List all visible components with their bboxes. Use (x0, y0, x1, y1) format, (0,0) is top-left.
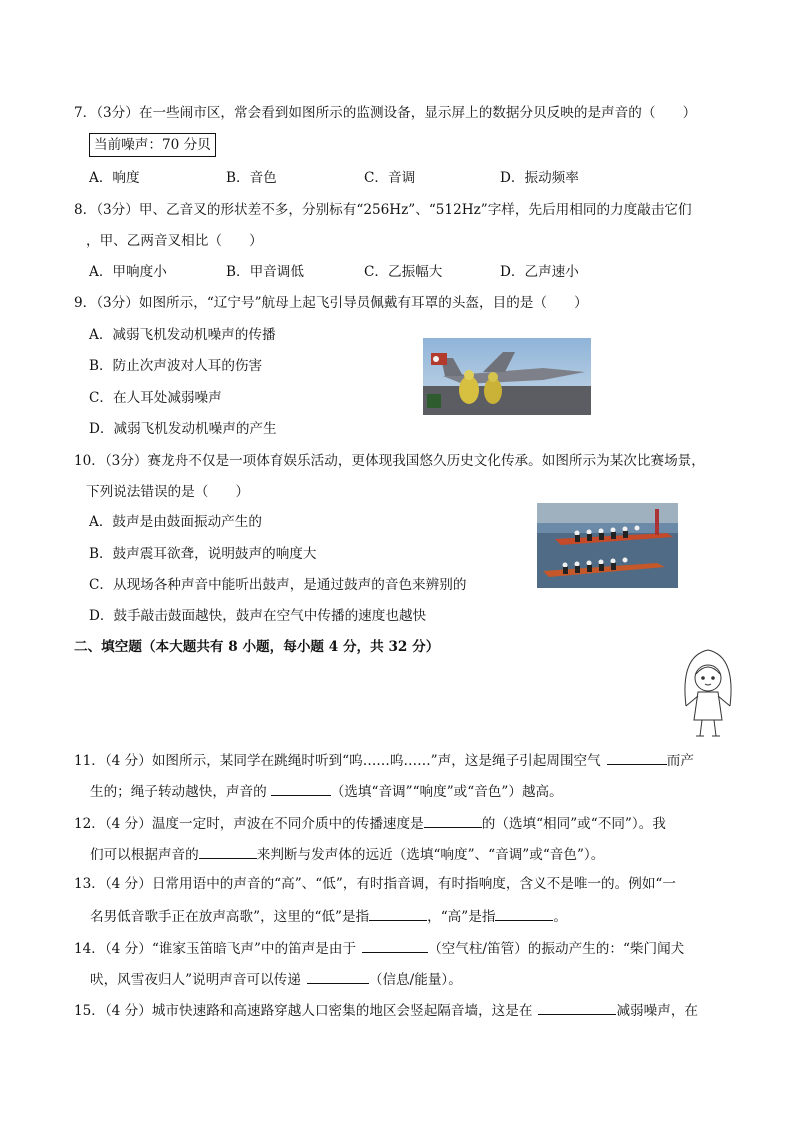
q12-text-1: 12．（4 分）温度一定时，声波在不同介质中的传播速度是 (74, 816, 424, 832)
q8-option-b: B．甲音调低 (226, 264, 304, 280)
section-2-header: 二、填空题（本大题共有 8 小题，每小题 4 分，共 32 分） (74, 639, 440, 655)
q11-blank-2[interactable] (271, 781, 331, 796)
q10-option-c: C．从现场各种声音中能听出鼓声，是通过鼓声的音色来辨别的 (89, 577, 467, 593)
q14-text-1: 14．（4 分）“谁家玉笛暗飞声”中的笛声是由于 (74, 941, 357, 957)
q14-line2 (90, 969, 462, 989)
q10-stem-line1: 10．（3分）赛龙舟不仅是一项体育娱乐活动，更体现我国悠久历史文化传承。如图所示为某次比赛场景， (74, 453, 705, 469)
carrier-jet-photo (423, 338, 591, 415)
q10-option-a: A．鼓声是由鼓面振动产生的 (89, 514, 262, 530)
q12-text-4: 来判断与发声体的远近（选填“响度”、“音调”或“音色”）。 (256, 847, 605, 863)
q13-text-2: 名男低音歌手正在放声高歌”，这里的“低”是指 (90, 909, 370, 925)
noise-display: 当前噪声：70 分贝 (89, 133, 216, 157)
q12-blank-2[interactable] (199, 844, 257, 859)
q11-text-2: 而产 (666, 753, 694, 769)
q8-stem-line1: 8．（3分）甲、乙音叉的形状差不多，分别标有“256Hz”、“512Hz”字样，先后用相同的力度敲击它们 (74, 202, 692, 218)
q12-text-3: 们可以根据声音的 (90, 847, 199, 863)
q13-text-4: 。 (553, 909, 568, 925)
q9-option-d: D．减弱飞机发动机噪声的产生 (89, 421, 277, 437)
q10-option-b: B．鼓声震耳欲聋，说明鼓声的响度大 (89, 546, 317, 562)
q7-option-c: C．音调 (364, 170, 416, 186)
q15-text-2: 减弱噪声，在 (616, 1003, 699, 1019)
q12-line1 (74, 813, 666, 833)
q9-stem: 9．（3分）如图所示，“辽宁号”航母上起飞引导员佩戴有耳罩的头盔，目的是（ ） (74, 295, 588, 311)
q11-text-4: （选填“音调”“响度”或“音色”）越高。 (330, 784, 563, 800)
q14-blank-2[interactable] (307, 969, 369, 984)
q14-text-2: （空气柱/笛管）的振动产生的：“柴门闻犬 (428, 941, 685, 957)
q13-blank-2[interactable] (495, 906, 553, 921)
q14-text-3: 吠，风雪夜归人”说明声音可以传递 (90, 972, 301, 988)
q7-option-d: D．振动频率 (500, 170, 579, 186)
q11-line2 (90, 781, 563, 801)
q8-option-c: C．乙振幅大 (364, 264, 443, 280)
q14-blank-1[interactable] (362, 938, 428, 953)
q13-text-3: ，“高”是指 (427, 909, 496, 925)
dragon-boat-photo (537, 503, 678, 588)
q9-option-b: B．防止次声波对人耳的伤害 (89, 358, 263, 374)
q12-text-2: 的（选填“相同”或“不同”）。我 (481, 816, 666, 832)
q9-option-c: C．在人耳处减弱噪声 (89, 390, 222, 406)
q15-line1 (74, 1000, 698, 1020)
q15-blank-1[interactable] (538, 1000, 616, 1015)
q8-stem-line2: ，甲、乙两音叉相比（ ） (86, 233, 263, 249)
q14-text-4: （信息/能量）。 (368, 972, 462, 988)
q13-blank-1[interactable] (369, 906, 427, 921)
q15-text-1: 15．（4 分）城市快速路和高速路穿越人口密集的地区会竖起隔音墙，这是在 (74, 1003, 533, 1019)
q8-option-d: D．乙声速小 (500, 264, 579, 280)
q10-option-d: D．鼓手敲击鼓面越快，鼓声在空气中传播的速度也越快 (89, 608, 427, 624)
q13-line1: 13．（4 分）日常用语中的声音的“高”、“低”，有时指音调，有时指响度，含义不是唯一的。例如“一 (74, 876, 676, 892)
q7-option-a: A．响度 (89, 170, 140, 186)
q10-stem-line2: 下列说法错误的是（ ） (86, 484, 250, 500)
q7-option-b: B．音色 (226, 170, 277, 186)
q8-option-a: A．甲响度小 (89, 264, 167, 280)
q13-line2 (90, 906, 567, 926)
q12-blank-1[interactable] (424, 813, 482, 828)
q11-text-3: 生的；绳子转动越快，声音的 (90, 784, 267, 800)
q7-stem: 7．（3分）在一些闹市区，常会看到如图所示的监测设备，显示屏上的数据分贝反映的是声音的（ ） (74, 105, 697, 121)
q9-option-a: A．减弱飞机发动机噪声的传播 (89, 327, 276, 343)
q11-text-1: 11．（4 分）如图所示，某同学在跳绳时听到“呜……呜……”声，这是绳子引起周围空气 (74, 753, 601, 769)
q12-line2 (90, 844, 604, 864)
q14-line1 (74, 938, 684, 958)
rope-skipping-cartoon (676, 646, 740, 742)
q11-line1 (74, 750, 694, 770)
q11-blank-1[interactable] (607, 750, 667, 765)
